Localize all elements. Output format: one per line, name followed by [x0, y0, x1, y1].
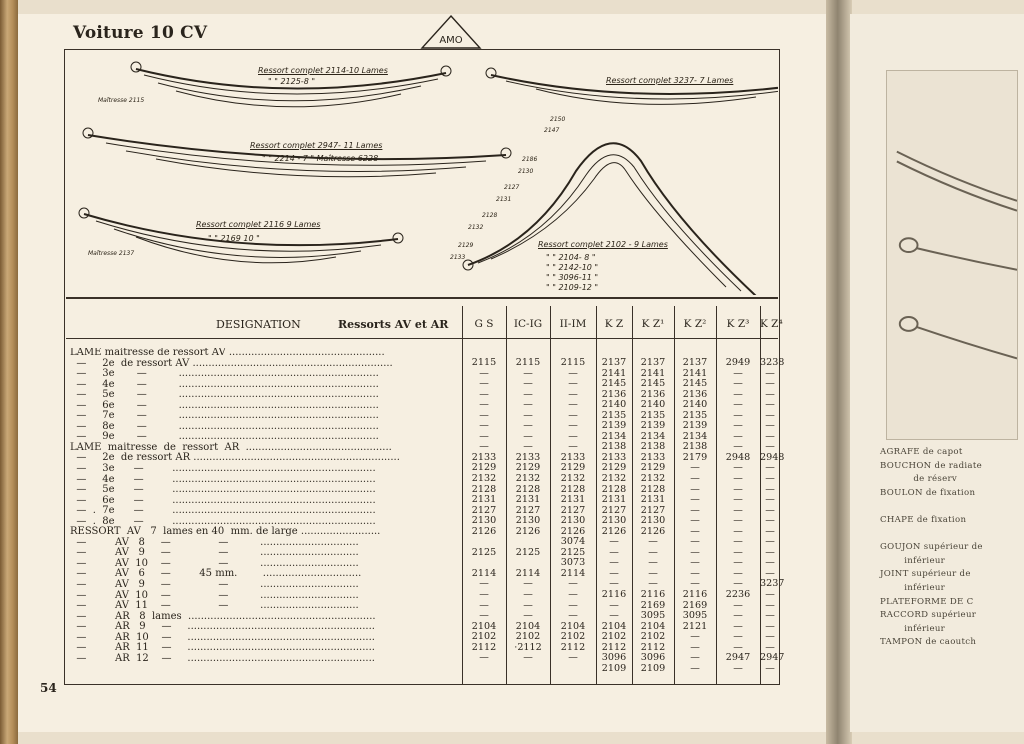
column-ic-ig: 2115 — — — — — — — — 2133 2129 2132 2128 2131 2127 2130 2126 2125 2114 — — — — 2104 2102 ·2112 —	[514, 357, 542, 664]
spring-caption-line: " " 2125-8 "	[268, 77, 316, 86]
column-header: K Z⁴	[760, 318, 783, 330]
leaf-number: 2131	[496, 196, 512, 203]
spring-note: Maîtresse 2137	[88, 250, 135, 257]
leaf-number: 2128	[482, 212, 498, 219]
spring-caption-line: " " 2109-12 "	[546, 283, 599, 292]
leaf-number: 2129	[458, 242, 474, 249]
leaf-number: 2133	[450, 254, 466, 261]
designation-header: DESIGNATION	[216, 318, 301, 331]
springs-illustration	[66, 51, 778, 295]
column-header: K Z³	[726, 318, 750, 330]
logo-text: AMO	[439, 35, 463, 46]
column-header: K Z¹	[641, 318, 665, 330]
column-kz2: 2137 2141 2145 2136 2140 2135 2139 2134 2138 2179 — — — — — — — — — — — — 2116 2169 3095 2121 — — — —	[682, 357, 708, 674]
column-header: K Z²	[683, 318, 707, 330]
column-ii-im: 2115 — — — — — — — — 2133 2129 2132 2128 2131 2127 2130 2126 3074 2125 3073 2114 — — — — 2104 2102 2112 —	[560, 357, 586, 664]
page-number: 54	[40, 681, 57, 695]
page-gutter	[826, 0, 852, 744]
spring-caption-line: Ressort complet 2102 - 9 Lames	[538, 240, 668, 249]
spring-caption-line: Ressort complet 3237- 7 Lames	[606, 76, 734, 85]
column-header: IC-IG	[513, 318, 543, 330]
spring-caption-line: " " 2142-10 "	[546, 263, 599, 272]
designation-column: LAME maitresse de ressort AV ................................................. — 2e de ressort AV ............................................................... — 3e — ............................................................... — 4e — ............................................................... — 5e — ............................................................... — 6e — ............................................................... — 7e — ............................................................... — 8e — ............................................................... — 9e — ............................................................... LAME maitresse de ressort AR .............................................. — 2e de ressort AR ................................................................. — 3e — ................................................................ — 4e — ................................................................ — 5e — ................................................................ — 6e — ................................................................ — . 7e — ................................................................ — . 8e — ................................................................ RESSORT AV 7 lames en 40 mm. de large ......................... — AV 8 — — ............................... — AV 9 — — ............................... — AV 10 — — ............................... — AV 6 — 45 mm. ............................... — AV 9 — — ............................... — AV 10 — — ............................... — AV 11 — — ............................... — AR 8 lames ........................................................... — AR 9 — ........................................................... — AR 10 — ........................................................... — AR 11 — ........................................................... — AR 12 — ...........................................................	[70, 348, 400, 664]
page-title: Voiture 10 CV	[73, 23, 208, 43]
spring-note: Maîtresse 2115	[98, 97, 145, 104]
table-header-rule	[66, 338, 778, 339]
spring-caption-line: " " 2104- 8 "	[546, 253, 596, 262]
table-top-rule	[66, 297, 778, 299]
spring-caption-line: " " 2169 10 "	[208, 234, 260, 243]
column-kz1: 2137 2141 2145 2136 2140 2135 2139 2134 2138 2133 2129 2132 2128 2131 2127 2130 2126 — — — — — 2116 2169 3095 2104 2102 2112 3096 2109	[640, 357, 666, 674]
amo-logo	[420, 14, 482, 50]
right-page-illustration	[886, 70, 1018, 440]
leaf-number: 2132	[468, 224, 484, 231]
column-kz4: 3238 — — — — — — — — 2948 — — — — — — — — — — — 3237 — — — — — — 2947 —	[760, 357, 785, 674]
book-binding-edge	[0, 0, 18, 744]
leaf-number: 2150	[550, 116, 566, 123]
leaf-number: 2147	[544, 127, 560, 134]
leaf-number: 2130	[518, 168, 534, 175]
spring-caption-line: Ressort complet 2114-10 Lames	[258, 66, 388, 75]
leaf-number: 2186	[522, 156, 538, 163]
column-gs: 2115 — — — — — — — — 2133 2129 2132 2128 2131 2127 2130 2126 2125 2114 — — — — 2104 2102 2112 —	[471, 357, 497, 664]
column-header: G S	[474, 318, 494, 330]
spring-caption-line: " " 3096-11 "	[546, 273, 599, 282]
spring-caption-line: " " 2214 - 7 " Maîtresse 6228	[262, 154, 379, 163]
column-header: K Z	[604, 318, 624, 330]
right-page-parts-list: AGRAFE de capot BOUCHON de radiate de réserv BOULON de fixation CHAPE de fixation GOUJON supérieur de inférieur JOINT supérieur de inférieur PLATEFORME DE C RACCORD supérieur inférieur TAMPON de caoutch	[880, 447, 983, 648]
column-kz: 2137 2141 2145 2136 2140 2135 2139 2134 2138 2133 2129 2132 2128 2131 2127 2130 2126 — — — — — 2116 — — 2104 2102 2112 3096 2109	[601, 357, 627, 674]
spring-caption-line: Ressort complet 2947- 11 Lames	[250, 141, 383, 150]
column-kz3: 2949 — — — — — — — — 2948 — — — — — — — — — — — — 2236 — — — — — 2947 —	[725, 357, 751, 674]
ressorts-header: Ressorts AV et AR	[338, 318, 449, 331]
leaf-number: 2127	[504, 184, 520, 191]
column-header: II-IM	[559, 318, 587, 330]
spring-caption-line: Ressort complet 2116 9 Lames	[196, 220, 321, 229]
